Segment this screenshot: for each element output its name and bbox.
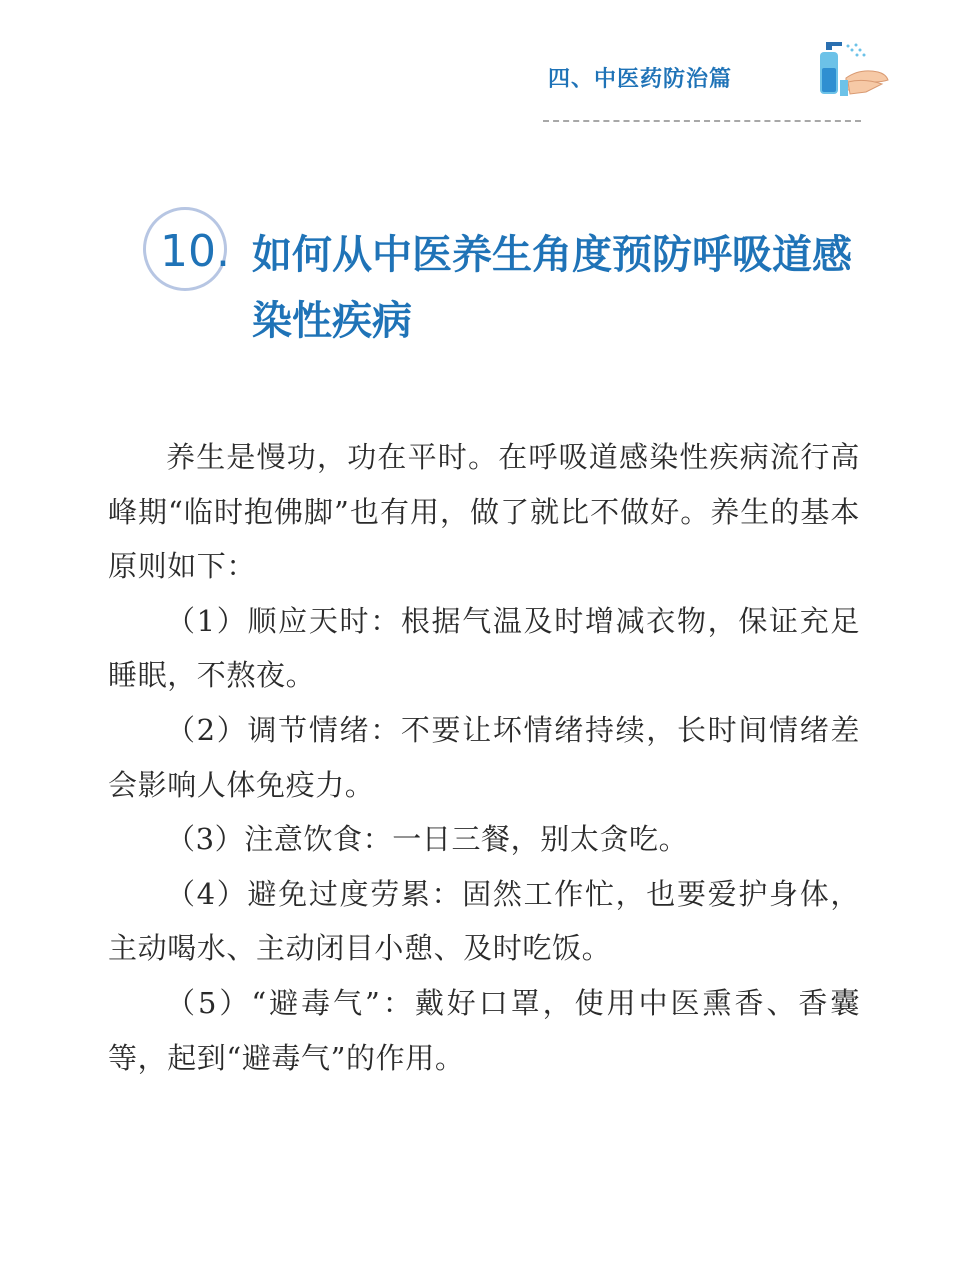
header-divider [543,120,861,122]
section-title: 四、中医药防治篇 [548,67,733,92]
intro-paragraph: 养生是慢功，功在平时。在呼吸道感染性疾病流行高峰期“临时抱佛脚”也有用，做了就比不做好。养生的基本原则如下： [108,440,860,584]
question-title: 如何从中医养生角度预防呼吸道感染性疾病 [252,232,852,344]
principle-item: （5）“避毒气”：戴好口罩，使用中医熏香、香囊等，起到“避毒气”的作用。 [108,985,860,1075]
body-text [108,430,860,1085]
principle-item: （3）注意饮食：一日三餐，别太贪吃。 [166,822,689,857]
principle-item: （4）避免过度劳累：固然工作忙，也要爱护身体，主动喝水、主动闭目小憩、及时吃饭。 [108,876,860,966]
principle-item: （2）调节情绪：不要让坏情绪持续，长时间情绪差会影响人体免疫力。 [108,712,860,802]
principle-item: （1）顺应天时：根据气温及时增减衣物，保证充足睡眠，不熬夜。 [108,603,860,693]
question-number: 10. [160,226,230,277]
hand-sanitizer-icon [812,38,892,100]
